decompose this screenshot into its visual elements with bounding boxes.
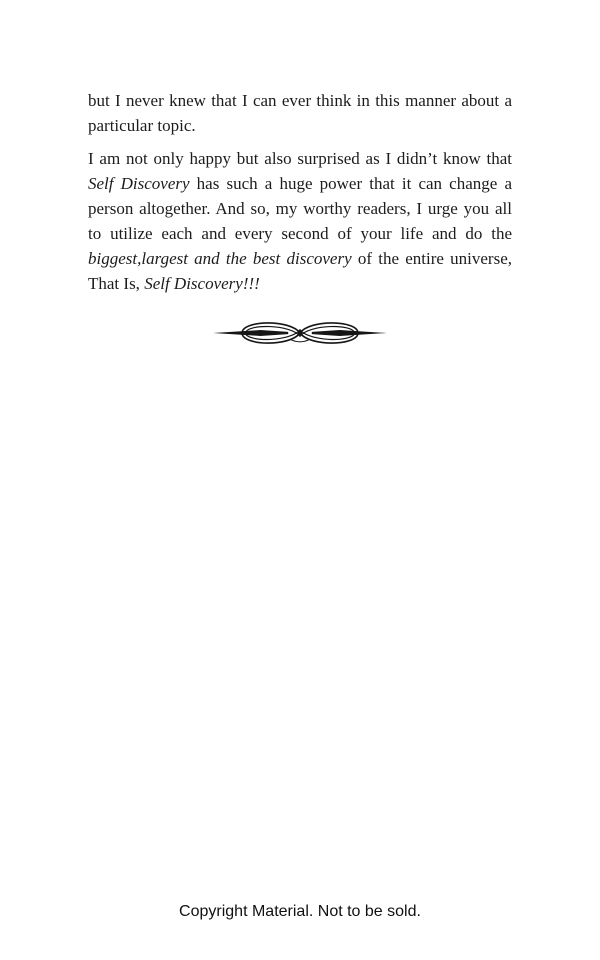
paragraph-2: [88, 146, 512, 296]
flourish-divider-icon: [212, 315, 388, 351]
text-segment: has such a huge power that it can change a person altogether. And so, my worthy readers, I urge you all to utilize each and every second of your life and do the: [88, 174, 513, 243]
body-text: [88, 88, 512, 296]
text-segment: I am not only happy but also surprised as I didn’t know that: [88, 149, 512, 168]
italic-text-segment: Self Discovery: [88, 174, 190, 193]
italic-text-segment: Self Discovery!!!: [144, 274, 260, 293]
flourish-divider-ornament: [212, 315, 388, 351]
text-segment: of the entire universe, That Is,: [88, 249, 512, 293]
paragraph-1: [88, 88, 512, 138]
italic-text-segment: biggest,largest and the best discovery: [88, 249, 352, 268]
text-segment: but I never knew that I can ever think in this manner about a particular topic.: [88, 91, 512, 135]
copyright-notice: Copyright Material. Not to be sold.: [179, 903, 421, 920]
